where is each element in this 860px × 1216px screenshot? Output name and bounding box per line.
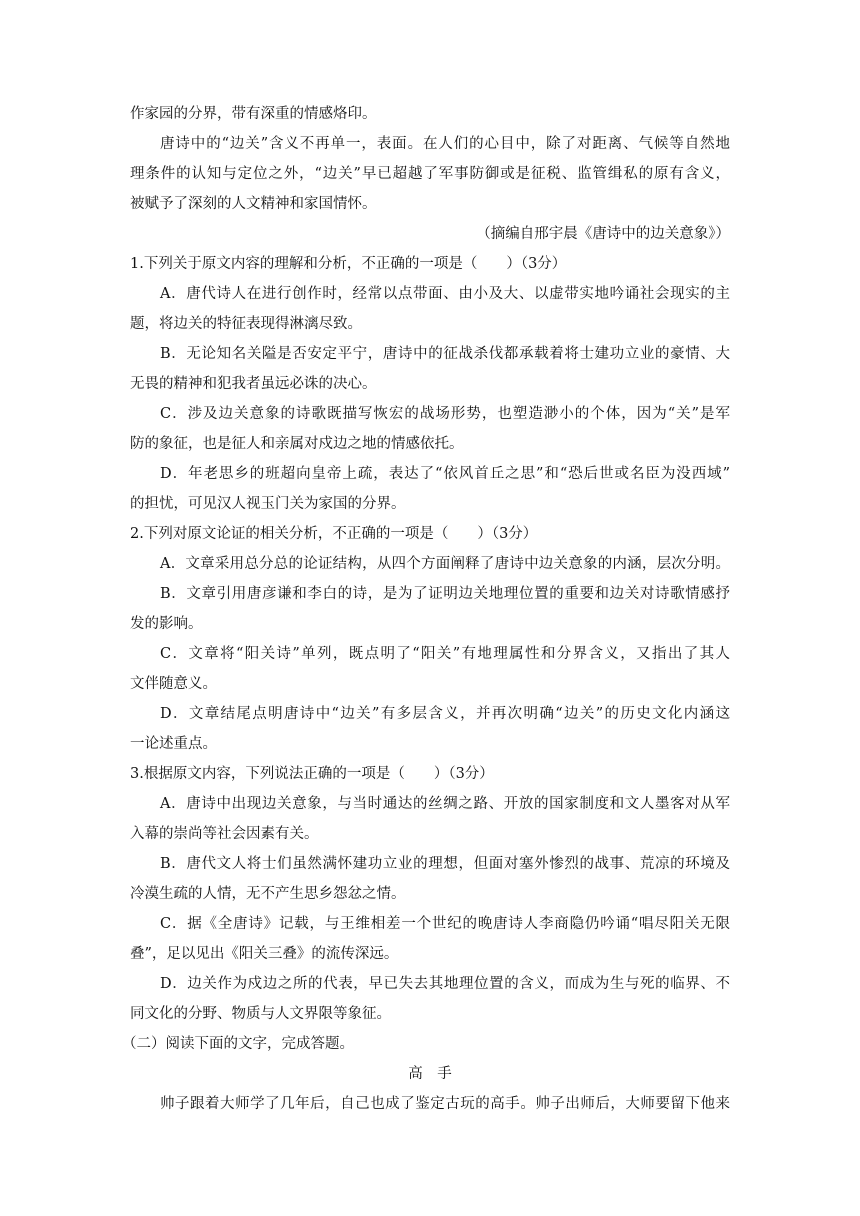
option-line: A．唐代诗人在进行创作时，经常以点带面、由小及大、以虚带实地吟诵社会现实的主	[160, 286, 730, 302]
option-line: 无畏的精神和犯我者虽远必诛的决心。	[130, 376, 377, 392]
option-line: C．涉及边关意象的诗歌既描写恢宏的战场形势，也塑造渺小的个体，因为“关”是军	[160, 406, 730, 422]
option-line: D．年老思乡的班超向皇帝上疏，表达了“依风首丘之思”和“恐后世或名臣为没西域”	[160, 466, 730, 482]
question-stem: 3.根据原文内容，下列说法正确的一项是（ ）（3分）	[130, 766, 494, 782]
option-line: B．无论知名关隘是否安定平宁，唐诗中的征战杀伐都承载着将士建功立业的豪情、大	[160, 346, 730, 362]
question-stem: 1.下列关于原文内容的理解和分析，不正确的一项是（ ）（3分）	[130, 256, 567, 272]
question-stem: 2.下列对原文论证的相关分析，不正确的一项是（ ）（3分）	[130, 526, 538, 542]
section-heading: （二）阅读下面的文字，完成答题。	[122, 1036, 354, 1052]
passage-line: 被赋予了深刻的人文精神和家国情怀。	[130, 196, 377, 212]
option-line: 题，将边关的特征表现得淋漓尽致。	[130, 316, 362, 332]
option-line: 入幕的崇尚等社会因素有关。	[130, 826, 319, 842]
option-line: C．据《全唐诗》记载，与王维相差一个世纪的晚唐诗人李商隐仍吟诵“唱尽阳关无限	[160, 916, 730, 932]
option-line: 发的影响。	[130, 616, 203, 632]
option-line: 冷漠生疏的人情，无不产生思乡怨忿之情。	[130, 886, 406, 902]
passage-line: 唐诗中的“边关”含义不再单一，表面。在人们的心目中，除了对距离、气候等自然地	[160, 136, 730, 152]
story-first-line: 帅子跟着大师学了几年后，自己也成了鉴定古玩的高手。帅子出师后，大师要留下他来	[160, 1096, 730, 1112]
option-line: D．文章结尾点明唐诗中“边关”有多层含义，并再次明确“边关”的历史文化内涵这	[160, 706, 730, 722]
option-line: D．边关作为戍边之所的代表，早已失去其地理位置的含义，而成为生与死的临界、不	[160, 976, 730, 992]
option-line: 同文化的分野、物质与人文界限等象征。	[130, 1006, 391, 1022]
option-line: 叠”，足以见出《阳关三叠》的流传深远。	[130, 946, 399, 962]
option-line: B．文章引用唐彦谦和李白的诗，是为了证明边关地理位置的重要和边关对诗歌情感抒	[160, 586, 730, 602]
passage-source: （摘编自邢宇晨《唐诗中的边关意象》）	[476, 226, 730, 242]
option-line: C．文章将“阳关诗”单列，既点明了“阳关”有地理属性和分界含义，又指出了其人	[160, 646, 730, 662]
story-title: 高 手	[408, 1066, 452, 1082]
option-line: A．文章采用总分总的论证结构，从四个方面阐释了唐诗中边关意象的内涵，层次分明。	[160, 556, 730, 572]
option-line: A．唐诗中出现边关意象，与当时通达的丝绸之路、开放的国家制度和文人墨客对从军	[160, 796, 730, 812]
option-line: B．唐代文人将士们虽然满怀建功立业的理想，但面对塞外惨烈的战事、荒凉的环境及	[160, 856, 730, 872]
option-line: 的担忧，可见汉人视玉门关为家国的分界。	[130, 496, 406, 512]
passage-line: 理条件的认知与定位之外，“边关”早已超越了军事防御或是征税、监管缉私的原有含义，	[130, 166, 730, 182]
option-line: 文伴随意义。	[130, 676, 217, 692]
option-line: 防的象征，也是征人和亲属对戍边之地的情感依托。	[130, 436, 464, 452]
option-line: 一论述重点。	[130, 736, 217, 752]
passage-line: 作家园的分界，带有深重的情感烙印。	[130, 106, 377, 122]
